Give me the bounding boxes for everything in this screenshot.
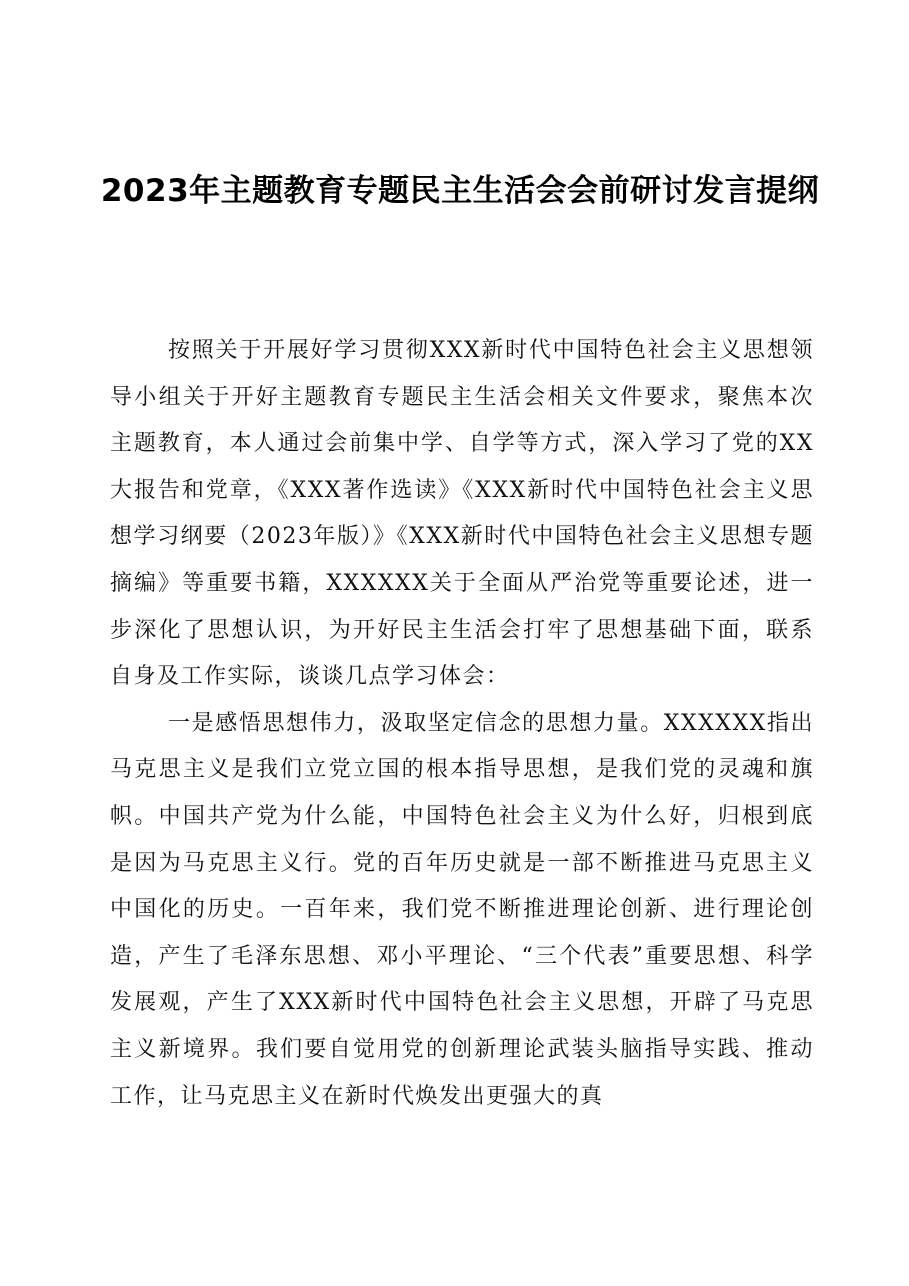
paragraph-intro: 按照关于开展好学习贯彻XXX新时代中国特色社会主义思想领导小组关于开好主题教育专题民主生活会相关文件要求，聚焦本次主题教育，本人通过会前集中学、自学等方式，深入学习了党的XX大报告和党章，《XXX著作选读》《XXX新时代中国特色社会主义思想学习纲要（2023年版）》《XXX新时代中国特色社会主义思想专题摘编》等重要书籍，XXXXXX关于全面从严治党等重要论述，进一步深化了思想认识，为开好民主生活会打牢了思想基础下面，联系自身及工作实际，谈谈几点学习体会： [110,338,814,690]
paragraph-point-one: 一是感悟思想伟力，汲取坚定信念的思想力量。XXXXXX指出马克思主义是我们立党立国的根本指导思想，是我们党的灵魂和旗帜。中国共产党为什么能，中国特色社会主义为什么好，归根到底是因为马克思主义行。党的百年历史就是一部不断推进马克思主义中国化的历史。一百年来，我们党不断推进理论创新、进行理论创造，产生了毛泽东思想、邓小平理论、“三个代表”重要思想、科学发展观，产生了XXX新时代中国特色社会主义思想，开辟了马克思主义新境界。我们要自觉用党的创新理论武装头脑指导实践、推动工作，让马克思主义在新时代焕发出更强大的真 [110,710,814,1109]
document-body [110,328,814,1120]
document-title: 2023年主题教育专题民主生活会会前研讨发言提纲 [100,173,820,209]
